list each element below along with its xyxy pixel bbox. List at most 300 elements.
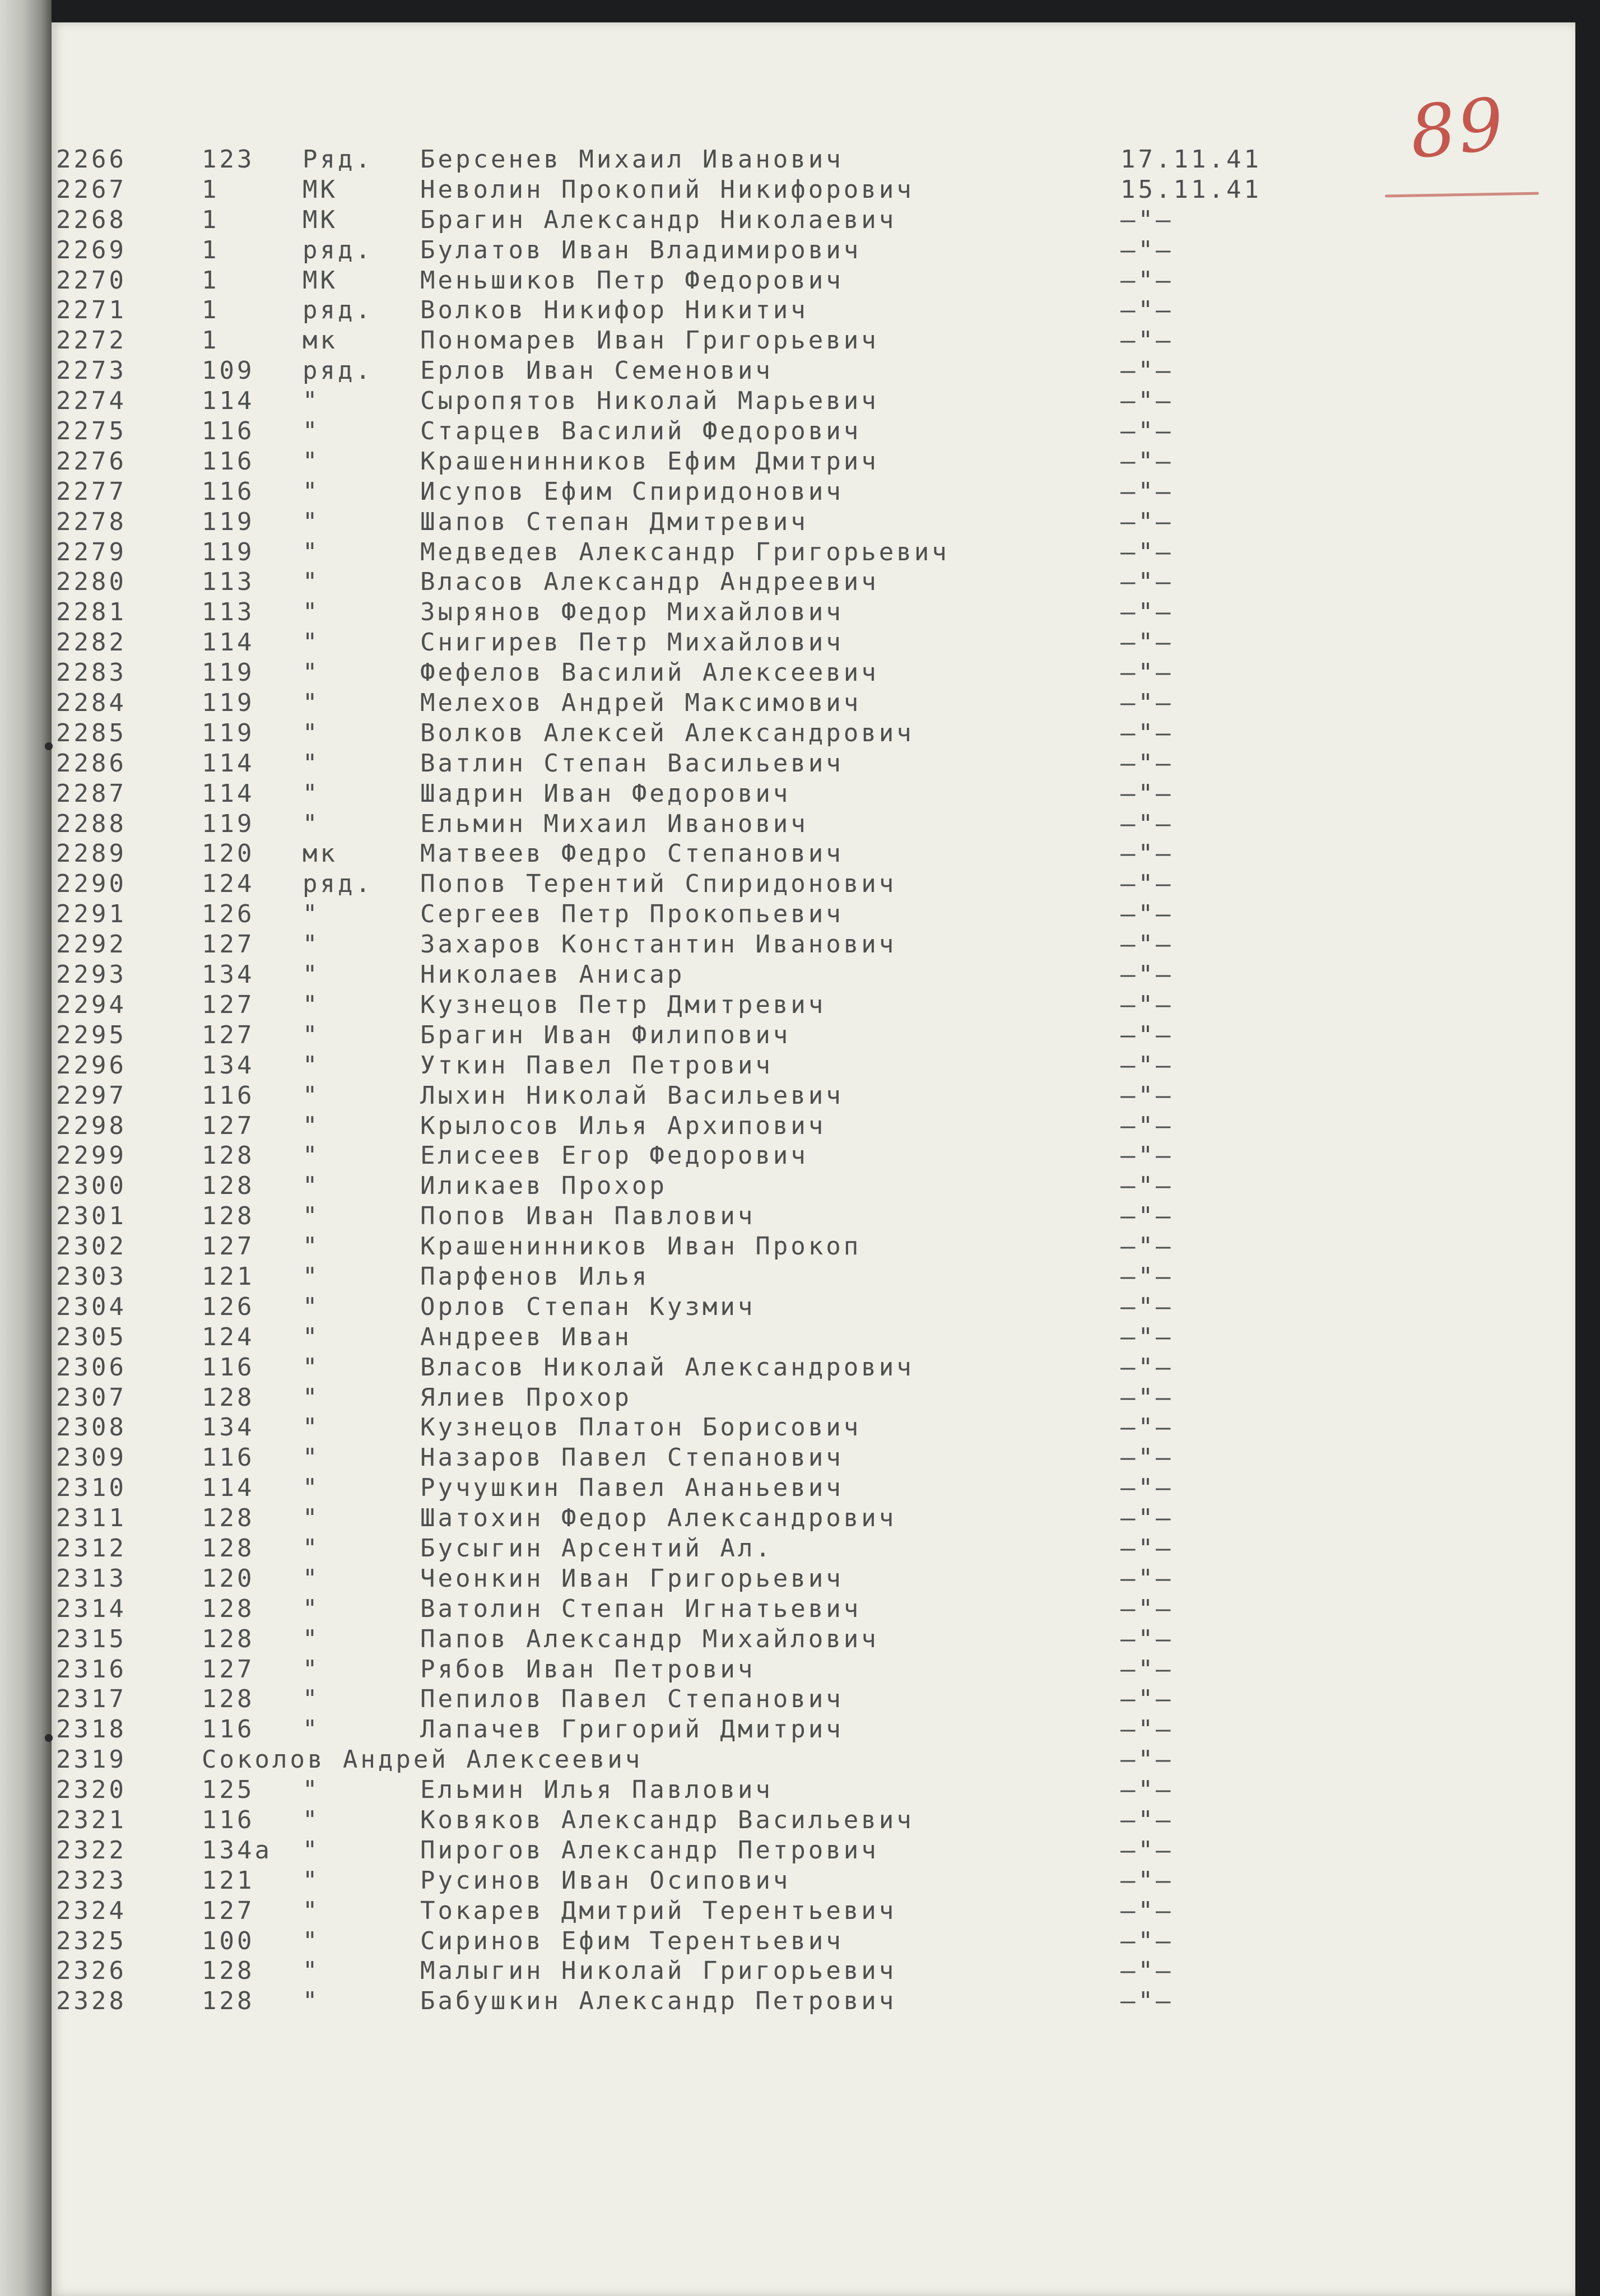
ledger-row xyxy=(56,628,1345,658)
person-name: Лыхин Николай Васильевич xyxy=(420,1081,844,1110)
record-number: 2292 xyxy=(56,930,127,959)
record-number: 2271 xyxy=(56,296,127,325)
person-name: Уткин Павел Петрович xyxy=(420,1051,773,1080)
date-cell: –"– xyxy=(1120,870,1174,899)
date-cell: –"– xyxy=(1120,960,1174,989)
ledger-row xyxy=(56,145,1345,175)
rank-cell: " xyxy=(303,1896,320,1925)
ledger-row xyxy=(56,1624,1345,1654)
rank-cell: " xyxy=(303,1866,320,1895)
person-name: Елисеев Егор Федорович xyxy=(420,1141,808,1170)
date-cell: –"– xyxy=(1120,1805,1174,1834)
record-number: 2308 xyxy=(56,1413,127,1442)
unit-number: 128 xyxy=(202,1172,255,1201)
record-number: 2285 xyxy=(56,718,127,747)
record-number: 2295 xyxy=(56,1020,127,1049)
ledger-row xyxy=(56,1775,1345,1805)
rank-cell: " xyxy=(303,1685,320,1714)
unit-number: 128 xyxy=(202,1504,255,1533)
unit-number: 121 xyxy=(202,1262,255,1291)
rank-cell: " xyxy=(303,1443,320,1472)
unit-number: 113 xyxy=(202,568,255,597)
person-name: Иликаев Прохор xyxy=(420,1172,667,1201)
unit-number: 1 xyxy=(202,326,220,355)
unit-number: 1 xyxy=(202,205,220,234)
rank-cell: мк xyxy=(303,839,338,868)
record-number: 2319 xyxy=(56,1745,127,1774)
record-number: 2314 xyxy=(56,1594,127,1623)
rank-cell: " xyxy=(303,1624,320,1653)
page-number-underline xyxy=(1385,192,1539,198)
record-number: 2276 xyxy=(56,447,127,476)
ledger-row xyxy=(56,567,1345,597)
date-cell: –"– xyxy=(1120,1352,1174,1382)
record-number: 2306 xyxy=(56,1352,127,1382)
rank-cell: " xyxy=(303,1111,320,1140)
rank-cell: " xyxy=(303,1504,320,1533)
person-name: Брагин Иван Филипович xyxy=(420,1020,791,1049)
unit-number: 119 xyxy=(202,658,255,687)
person-name: Сергеев Петр Прокопьевич xyxy=(420,900,844,929)
person-name: Сыропятов Николай Марьевич xyxy=(420,387,879,416)
date-cell: –"– xyxy=(1120,266,1174,295)
ledger-row xyxy=(56,809,1345,839)
unit-number: 1 xyxy=(202,175,220,204)
person-name: Старцев Василий Федорович xyxy=(420,417,862,446)
record-number: 2293 xyxy=(56,960,127,989)
record-number: 2273 xyxy=(56,356,127,385)
binder-hole xyxy=(45,742,53,750)
unit-number: 120 xyxy=(202,839,255,868)
unit-number: 1 xyxy=(202,266,220,295)
rank-cell: " xyxy=(303,1654,320,1684)
record-number: 2311 xyxy=(56,1504,127,1533)
unit-number: 116 xyxy=(202,1805,255,1834)
ledger-row xyxy=(56,990,1345,1020)
rank-cell: " xyxy=(303,960,320,989)
unit-number: 116 xyxy=(202,1081,255,1110)
date-cell: –"– xyxy=(1120,1654,1174,1684)
rank-cell: " xyxy=(303,568,320,597)
person-name: Бабушкин Александр Петрович xyxy=(420,1987,897,2016)
unit-number: 114 xyxy=(202,628,255,657)
person-name: Снигирев Петр Михайлович xyxy=(420,628,844,657)
person-name: Волков Алексей Александрович xyxy=(420,718,914,747)
record-number: 2299 xyxy=(56,1141,127,1170)
person-name: Попов Иван Павлович xyxy=(420,1202,756,1231)
person-name: Токарев Дмитрий Терентьевич xyxy=(420,1896,897,1925)
rank-cell: " xyxy=(303,1564,320,1593)
ledger-row xyxy=(56,266,1345,296)
rank-cell: " xyxy=(303,1202,320,1231)
rank-cell: " xyxy=(303,1262,320,1291)
unit-number: 114 xyxy=(202,779,255,808)
date-cell: –"– xyxy=(1120,779,1174,808)
date-cell: –"– xyxy=(1120,1987,1174,2016)
date-cell: 17.11.41 xyxy=(1120,145,1262,174)
person-name: Ватлин Степан Васильевич xyxy=(420,749,844,778)
person-name: Малыгин Николай Григорьевич xyxy=(420,1956,897,1986)
record-number: 2291 xyxy=(56,900,127,929)
person-name: Булатов Иван Владимирович xyxy=(420,235,862,264)
record-number: 2300 xyxy=(56,1172,127,1201)
ledger-row xyxy=(56,1654,1345,1685)
unit-number: 128 xyxy=(202,1533,255,1563)
ledger-row xyxy=(56,235,1345,266)
person-name: Ковяков Александр Васильевич xyxy=(420,1805,914,1834)
unit-number: 116 xyxy=(202,447,255,476)
unit-number: 127 xyxy=(202,1111,255,1140)
rank-cell: " xyxy=(303,689,320,718)
ledger-row xyxy=(56,1805,1345,1835)
date-cell: –"– xyxy=(1120,1383,1174,1412)
rank-cell: " xyxy=(303,900,320,929)
date-cell: –"– xyxy=(1120,1413,1174,1442)
date-cell: –"– xyxy=(1120,1866,1174,1895)
record-number: 2288 xyxy=(56,809,127,838)
rank-cell: " xyxy=(303,1926,320,1955)
ledger-row xyxy=(56,1714,1345,1745)
unit-number: 120 xyxy=(202,1564,255,1593)
rank-cell: " xyxy=(303,598,320,627)
person-name: Сиринов Ефим Терентьевич xyxy=(420,1926,844,1955)
unit-number: 116 xyxy=(202,1715,255,1744)
unit-number: 119 xyxy=(202,689,255,718)
date-cell: –"– xyxy=(1120,1624,1174,1653)
ledger-row xyxy=(56,929,1345,960)
date-cell: –"– xyxy=(1120,1835,1174,1865)
person-name: Ерлов Иван Семенович xyxy=(420,356,773,385)
ledger-row xyxy=(56,1262,1345,1292)
date-cell: –"– xyxy=(1120,1051,1174,1080)
record-number: 2272 xyxy=(56,326,127,355)
person-name: Захаров Константин Иванович xyxy=(420,930,897,959)
unit-number: 119 xyxy=(202,537,255,566)
date-cell: –"– xyxy=(1120,235,1174,264)
rank-cell: " xyxy=(303,1987,320,2016)
person-name: Волков Никифор Никитич xyxy=(420,296,808,325)
rank-cell: МК xyxy=(303,266,338,295)
record-number: 2310 xyxy=(56,1474,127,1503)
person-name: Власов Николай Александрович xyxy=(420,1352,914,1382)
record-number: 2277 xyxy=(56,477,127,506)
ledger-row xyxy=(56,1684,1345,1714)
rank-cell: " xyxy=(303,1232,320,1261)
date-cell: –"– xyxy=(1120,1564,1174,1593)
date-cell: –"– xyxy=(1120,1172,1174,1201)
rank-cell: " xyxy=(303,1141,320,1170)
date-cell: –"– xyxy=(1120,1141,1174,1170)
date-cell: –"– xyxy=(1120,658,1174,687)
date-cell: –"– xyxy=(1120,417,1174,446)
binder-edge xyxy=(0,0,52,2296)
ledger-row xyxy=(56,1926,1345,1956)
rank-cell: " xyxy=(303,447,320,476)
person-name: Кузнецов Петр Дмитревич xyxy=(420,990,826,1019)
rank-cell: " xyxy=(303,507,320,536)
person-name: Лапачев Григорий Дмитрич xyxy=(420,1715,844,1744)
ledger-row xyxy=(56,447,1345,477)
date-cell: 15.11.41 xyxy=(1120,175,1262,204)
date-cell: –"– xyxy=(1120,1745,1174,1774)
record-number: 2283 xyxy=(56,658,127,687)
date-cell: –"– xyxy=(1120,1020,1174,1049)
rank-cell: ряд. xyxy=(303,870,373,899)
record-number: 2325 xyxy=(56,1926,127,1955)
record-number: 2302 xyxy=(56,1232,127,1261)
rank-cell: " xyxy=(303,1322,320,1351)
ledger-row xyxy=(56,1745,1345,1775)
ledger-row xyxy=(56,1443,1345,1473)
record-number: 2309 xyxy=(56,1443,127,1472)
ledger-row xyxy=(56,1051,1345,1081)
date-cell: –"– xyxy=(1120,296,1174,325)
person-name: Ручушкин Павел Ананьевич xyxy=(420,1474,844,1503)
rank-cell: МК xyxy=(303,175,338,204)
record-number: 2326 xyxy=(56,1956,127,1986)
date-cell: –"– xyxy=(1120,1896,1174,1925)
unit-number: 134 xyxy=(202,1413,255,1442)
unit-number: 1 xyxy=(202,235,220,264)
ledger-row xyxy=(56,960,1345,990)
person-name: Русинов Иван Осипович xyxy=(420,1866,791,1895)
date-cell: –"– xyxy=(1120,1111,1174,1140)
unit-number: 114 xyxy=(202,1474,255,1503)
rank-cell: " xyxy=(303,537,320,566)
unit-number: 109 xyxy=(202,356,255,385)
ledger-row xyxy=(56,1322,1345,1352)
rank-cell: " xyxy=(303,1776,320,1805)
person-name: Крашенинников Ефим Дмитрич xyxy=(420,447,879,476)
unit-number: 127 xyxy=(202,1654,255,1684)
unit-number: 100 xyxy=(202,1926,255,1955)
record-number: 2304 xyxy=(56,1292,127,1321)
record-number: 2328 xyxy=(56,1987,127,2016)
person-name: Берсенев Михаил Иванович xyxy=(420,145,844,174)
record-number: 2280 xyxy=(56,568,127,597)
record-number: 2274 xyxy=(56,387,127,416)
unit-number: 116 xyxy=(202,1352,255,1382)
rank-cell: " xyxy=(303,1413,320,1442)
record-number: 2287 xyxy=(56,779,127,808)
record-number: 2284 xyxy=(56,689,127,718)
rank-cell: " xyxy=(303,1051,320,1080)
date-cell: –"– xyxy=(1120,537,1174,566)
date-cell: –"– xyxy=(1120,477,1174,506)
person-name: Медведев Александр Григорьевич xyxy=(420,537,950,566)
person-name: Орлов Степан Кузмич xyxy=(420,1292,756,1321)
ledger-row xyxy=(56,1564,1345,1594)
ledger-row xyxy=(56,416,1345,447)
rank-cell: " xyxy=(303,779,320,808)
unit-number: 127 xyxy=(202,990,255,1019)
record-number: 2275 xyxy=(56,417,127,446)
ledger-row xyxy=(56,537,1345,568)
unit-number: 128 xyxy=(202,1202,255,1231)
person-name: Парфенов Илья xyxy=(420,1262,650,1291)
date-cell: –"– xyxy=(1120,1232,1174,1261)
unit-number: 124 xyxy=(202,870,255,899)
unit-number: 125 xyxy=(202,1776,255,1805)
date-cell: –"– xyxy=(1120,718,1174,747)
ledger-row xyxy=(56,1533,1345,1564)
rank-cell: " xyxy=(303,809,320,838)
date-cell: –"– xyxy=(1120,839,1174,868)
date-cell: –"– xyxy=(1120,598,1174,627)
date-cell: –"– xyxy=(1120,326,1174,355)
record-number: 2321 xyxy=(56,1805,127,1834)
rank-cell: ряд. xyxy=(303,296,373,325)
person-name: Крылосов Илья Архипович xyxy=(420,1111,826,1140)
record-number: 2323 xyxy=(56,1866,127,1895)
ledger-row xyxy=(56,1503,1345,1533)
rank-cell: " xyxy=(303,1292,320,1321)
record-number: 2298 xyxy=(56,1111,127,1140)
rank-cell: " xyxy=(303,1081,320,1110)
rank-cell: " xyxy=(303,1020,320,1049)
ledger-row xyxy=(56,1111,1345,1141)
ledger-row xyxy=(56,1594,1345,1624)
person-name: Бусыгин Арсентий Ал. xyxy=(420,1533,773,1563)
unit-number: 119 xyxy=(202,507,255,536)
date-cell: –"– xyxy=(1120,930,1174,959)
record-number: 2294 xyxy=(56,990,127,1019)
person-name: Ялиев Прохор xyxy=(420,1383,632,1412)
date-cell: –"– xyxy=(1120,387,1174,416)
rank-cell: " xyxy=(303,417,320,446)
unit-number: 127 xyxy=(202,930,255,959)
ledger-row xyxy=(56,1473,1345,1503)
ledger-row xyxy=(56,1141,1345,1171)
ledger-row xyxy=(56,507,1345,537)
unit-number: 119 xyxy=(202,809,255,838)
unit-number: 116 xyxy=(202,417,255,446)
rank-cell: " xyxy=(303,477,320,506)
rank-cell: " xyxy=(303,658,320,687)
unit-number: 134 xyxy=(202,960,255,989)
record-number: 2278 xyxy=(56,507,127,536)
person-name: Мелехов Андрей Максимович xyxy=(420,689,862,718)
ledger-row xyxy=(56,1412,1345,1443)
record-number: 2307 xyxy=(56,1383,127,1412)
unit-number: 127 xyxy=(202,1020,255,1049)
ledger-row xyxy=(56,1896,1345,1926)
ledger-row xyxy=(56,1292,1345,1322)
date-cell: –"– xyxy=(1120,1443,1174,1472)
person-name: Исупов Ефим Спиридонович xyxy=(420,477,844,506)
date-cell: –"– xyxy=(1120,356,1174,385)
date-cell: –"– xyxy=(1120,990,1174,1019)
date-cell: –"– xyxy=(1120,1262,1174,1291)
record-number: 2270 xyxy=(56,266,127,295)
unit-number: 128 xyxy=(202,1624,255,1653)
ledger-row xyxy=(56,597,1345,628)
record-number: 2303 xyxy=(56,1262,127,1291)
unit-number: 128 xyxy=(202,1987,255,2016)
record-number: 2282 xyxy=(56,628,127,657)
record-number: 2290 xyxy=(56,870,127,899)
unit-number: 116 xyxy=(202,1443,255,1472)
date-cell: –"– xyxy=(1120,1956,1174,1986)
person-name: Крашенинников Иван Прокоп xyxy=(420,1232,862,1261)
ledger-row xyxy=(56,1171,1345,1201)
ledger-row xyxy=(56,1986,1345,2016)
rank-cell: мк xyxy=(303,326,338,355)
person-name: Меньшиков Петр Федорович xyxy=(420,266,844,295)
ledger-row xyxy=(56,295,1345,326)
ledger-table xyxy=(56,145,1345,2016)
person-name: Рябов Иван Петрович xyxy=(420,1654,756,1684)
rank-cell: " xyxy=(303,1383,320,1412)
unit-number: 134а xyxy=(202,1835,272,1865)
person-name: Николаев Анисар xyxy=(420,960,685,989)
person-name: Попов Терентий Спиридонович xyxy=(420,870,897,899)
record-number: 2301 xyxy=(56,1202,127,1231)
unit-number: 128 xyxy=(202,1685,255,1714)
record-number: 2324 xyxy=(56,1896,127,1925)
record-number: 2312 xyxy=(56,1533,127,1563)
date-cell: –"– xyxy=(1120,568,1174,597)
record-number: 2286 xyxy=(56,749,127,778)
record-number: 2269 xyxy=(56,235,127,264)
record-number: 2279 xyxy=(56,537,127,566)
rank-cell: " xyxy=(303,1715,320,1744)
date-cell: –"– xyxy=(1120,1322,1174,1351)
ledger-row xyxy=(56,477,1345,507)
person-name: Власов Александр Андреевич xyxy=(420,568,879,597)
person-name: Ельмин Михаил Иванович xyxy=(420,809,808,838)
unit-number: 114 xyxy=(202,387,255,416)
record-number: 2305 xyxy=(56,1322,127,1351)
person-name: Кузнецов Платон Борисович xyxy=(420,1413,862,1442)
unit-number: 126 xyxy=(202,1292,255,1321)
rank-cell: ряд. xyxy=(303,235,373,264)
person-name: Шапов Степан Дмитревич xyxy=(420,507,808,536)
unit-number: 124 xyxy=(202,1322,255,1351)
ledger-row xyxy=(56,326,1345,356)
ledger-row xyxy=(56,386,1345,416)
record-number: 2320 xyxy=(56,1776,127,1805)
ledger-row xyxy=(56,839,1345,869)
ledger-row xyxy=(56,1081,1345,1111)
rank-cell: " xyxy=(303,387,320,416)
unit-number: 128 xyxy=(202,1956,255,1986)
record-number: 2322 xyxy=(56,1835,127,1865)
date-cell: –"– xyxy=(1120,1202,1174,1231)
record-number: 2316 xyxy=(56,1654,127,1684)
ledger-row xyxy=(56,356,1345,386)
person-name: Пепилов Павел Степанович xyxy=(420,1685,844,1714)
rank-cell: " xyxy=(303,1352,320,1382)
ledger-row xyxy=(56,658,1345,688)
rank-cell: " xyxy=(303,1805,320,1834)
record-number: 2317 xyxy=(56,1685,127,1714)
record-number: 2281 xyxy=(56,598,127,627)
date-cell: –"– xyxy=(1120,1504,1174,1533)
date-cell: –"– xyxy=(1120,1685,1174,1714)
unit-number: Соколов Андрей Алексеевич xyxy=(202,1745,643,1774)
date-cell: –"– xyxy=(1120,689,1174,718)
record-number: 2315 xyxy=(56,1624,127,1653)
record-number: 2289 xyxy=(56,839,127,868)
binder-hole xyxy=(45,1734,53,1742)
rank-cell: " xyxy=(303,990,320,1019)
ledger-row xyxy=(56,899,1345,929)
record-number: 2266 xyxy=(56,145,127,174)
ledger-row xyxy=(56,205,1345,235)
unit-number: 128 xyxy=(202,1594,255,1623)
unit-number: 116 xyxy=(202,477,255,506)
